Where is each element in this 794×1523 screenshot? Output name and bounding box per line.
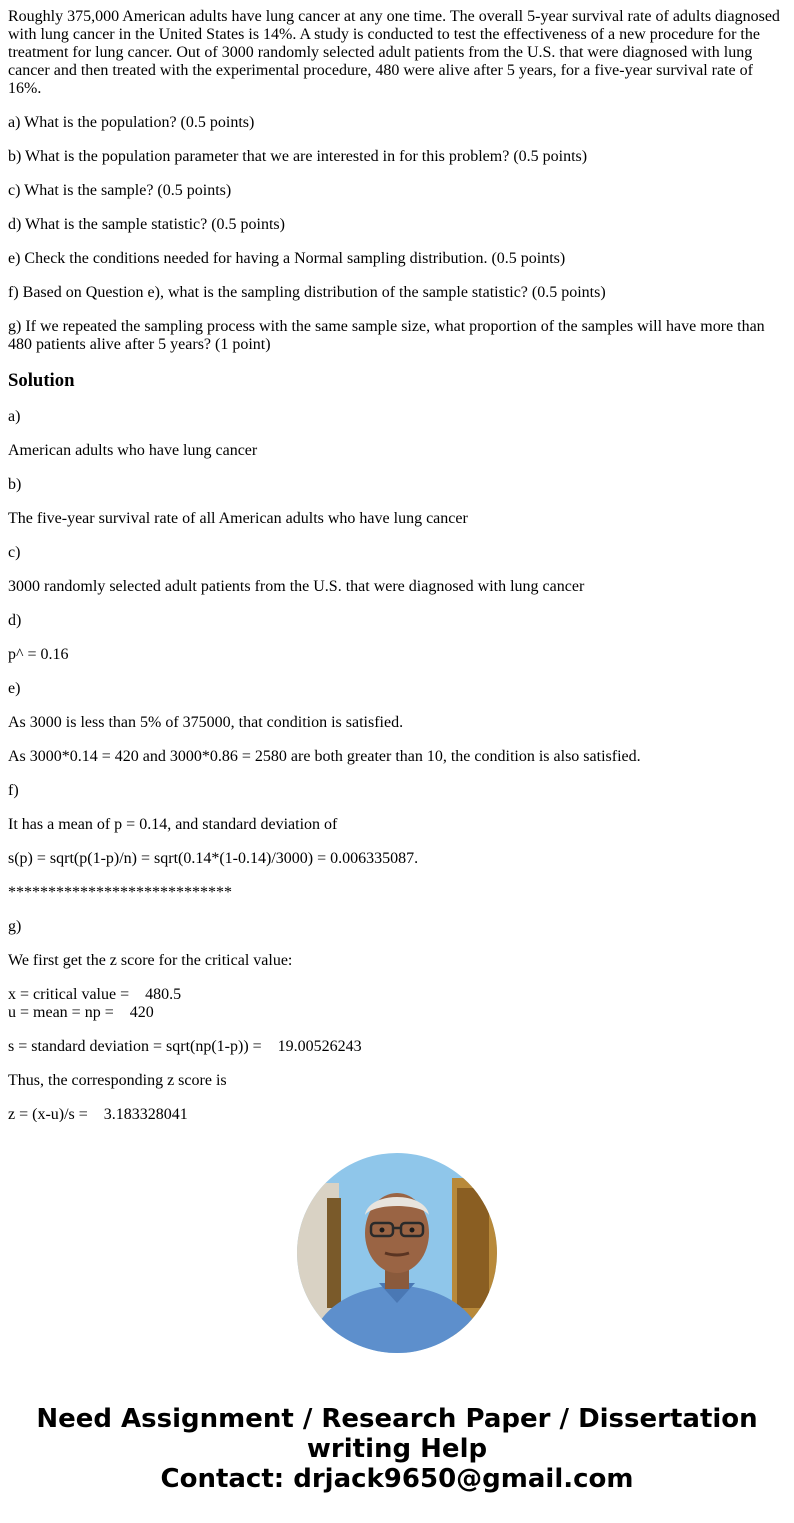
separator-line: **************************** [8,884,232,901]
promo-line-2: writing Help [306,1434,488,1464]
answer-g-z: z = (x-u)/s = 3.183328041 [8,1106,188,1122]
author-avatar [297,1153,497,1353]
question-part-f: f) Based on Question e), what is the sampling distribution of the sample statistic? (0.5 points) [8,284,606,301]
answer-f-text-2: s(p) = sqrt(p(1-p)/n) = sqrt(0.14*(1-0.14)/3000) = 0.006335087. [8,850,419,867]
answer-d-text: p^ = 0.16 [8,646,69,663]
answer-c-text: 3000 randomly selected adult patients from the U.S. that were diagnosed with lung cancer [8,578,585,595]
question-part-a: a) What is the population? (0.5 points) [8,114,255,131]
question-part-g: g) If we repeated the sampling process with the same sample size, what proportion of the samples will have more than 480 patients alive after 5 years? (1 point) [8,318,769,353]
answer-g-label: g) [8,918,22,935]
solution-heading: Solution [8,370,75,391]
answer-e-label: e) [8,680,21,697]
author-photo-illustration [297,1153,497,1353]
critical-value-line: x = critical value = 480.5 [8,986,182,1003]
answer-g-text-1: We first get the z score for the critical value: [8,952,293,969]
promo-line-1: Need Assignment / Research Paper / Dissertation [36,1404,758,1434]
question-part-b: b) What is the population parameter that we are interested in for this problem? (0.5 points) [8,148,588,165]
answer-f-text-1: It has a mean of p = 0.14, and standard deviation of [8,816,338,833]
promo-banner [0,1404,794,1494]
answer-d-label: d) [8,612,22,629]
question-intro: Roughly 375,000 American adults have lung cancer at any one time. The overall 5-year survival rate of adults diagnosed with lung cancer in the United States is 14%. A study is conducted to test the effectiveness of a new procedure for the treatment for lung cancer. Out of 3000 randomly selected adult patients from the U.S. that were diagnosed with lung cancer and then treated with the experimental procedure, 480 were alive after 5 years, for a five-year survival rate of 16%. [8,8,784,97]
document-body [8,8,784,1122]
answer-a-text: American adults who have lung cancer [8,442,258,459]
mean-line: u = mean = np = 420 [8,1004,154,1021]
answer-g-sd: s = standard deviation = sqrt(np(1-p)) = 19.00526243 [8,1038,362,1055]
question-part-e: e) Check the conditions needed for having a Normal sampling distribution. (0.5 points) [8,250,566,267]
promo-contact: Contact: drjack9650@gmail.com [160,1464,634,1494]
answer-f-label: f) [8,782,19,799]
answer-e-text-1: As 3000 is less than 5% of 375000, that condition is satisfied. [8,714,404,731]
answer-b-text: The five-year survival rate of all American adults who have lung cancer [8,510,468,527]
answer-g-text-2: Thus, the corresponding z score is [8,1072,227,1089]
question-part-d: d) What is the sample statistic? (0.5 points) [8,216,285,233]
answer-b-label: b) [8,476,22,493]
answer-g-values [8,986,784,1022]
answer-e-text-2: As 3000*0.14 = 420 and 3000*0.86 = 2580 are both greater than 10, the condition is also satisfied. [8,748,641,765]
answer-a-label: a) [8,408,21,425]
answer-c-label: c) [8,544,21,561]
question-part-c: c) What is the sample? (0.5 points) [8,182,232,199]
